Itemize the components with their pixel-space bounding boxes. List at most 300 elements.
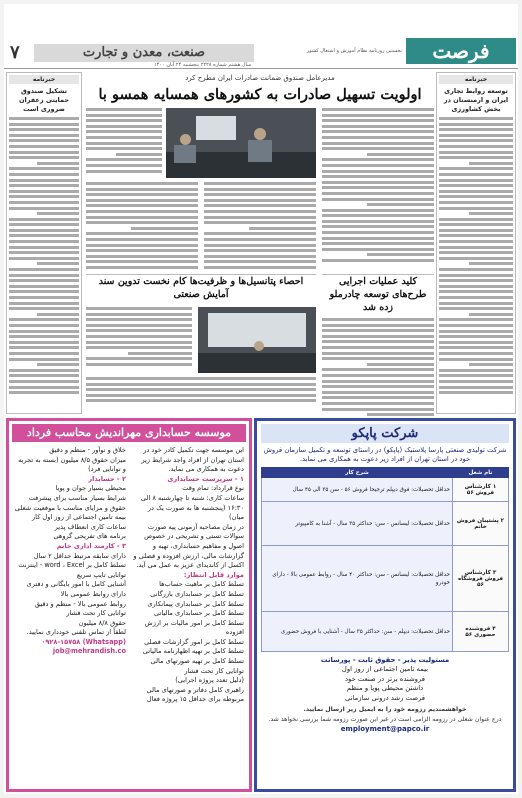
text-line	[439, 134, 513, 137]
ad-email[interactable]: employment@papco.ir	[340, 725, 430, 734]
text-line	[439, 257, 513, 260]
job-requirements: حداقل تحصیلات: دیپلم - سن: حداکثر ۳۵ سال - آشنایی با فروش حضوری	[262, 612, 453, 652]
text-line	[86, 142, 162, 145]
text-line	[439, 386, 513, 389]
ad-line: توانایی تایپ سریع	[76, 570, 126, 579]
issue-line: سال هشتم شماره ۲۲۲۸ پنجشنبه ۲۴ آبان ۱۴۰۰	[154, 62, 252, 68]
text-line	[9, 240, 79, 243]
ad-column-left	[14, 446, 126, 778]
text-line	[9, 234, 79, 237]
text-line	[439, 190, 513, 193]
text-line	[249, 227, 316, 230]
text-line	[367, 203, 434, 206]
text-line	[86, 318, 192, 321]
ad-note: لطفاً از تماس تلفنی خودداری نمایید.	[26, 628, 126, 637]
text-line	[204, 210, 316, 213]
logo-subtitle: نخستین روزنامه نظام آموزش و اشتغال کشور	[306, 48, 402, 54]
text-line	[439, 179, 513, 182]
text-line	[204, 238, 316, 241]
text-line	[9, 391, 79, 394]
text-line	[9, 369, 79, 372]
text-line	[86, 383, 316, 386]
newspaper-page	[4, 4, 518, 794]
text-line	[204, 216, 316, 219]
text-line	[439, 207, 513, 210]
body-text	[86, 307, 192, 369]
chadormalu-story	[322, 274, 434, 408]
text-line	[367, 153, 434, 156]
text-line	[9, 386, 79, 389]
body-text	[86, 377, 316, 405]
main-story	[86, 72, 434, 408]
text-line	[322, 192, 434, 195]
text-line	[86, 158, 162, 161]
ad-line: این موسسه جهت تکمیل کادر خود در استان تهران از افراد واجد شرایط زیر دعوت به همکاری می نماید.	[141, 446, 244, 474]
text-line	[439, 223, 513, 226]
text-line	[9, 380, 79, 383]
text-line	[322, 368, 434, 371]
story-body	[86, 108, 434, 408]
text-line	[9, 274, 79, 277]
text-line	[439, 173, 513, 176]
benefit-item: فروشنده برتر در صنعت خود	[345, 674, 425, 683]
ad-line: دارای سابقه مرتبط حداقل ۲ سال	[33, 551, 126, 560]
story-text-column	[322, 108, 434, 265]
ad-line: تسلط کامل بر ماهیت حساب‌ها	[159, 580, 244, 589]
text-line	[86, 182, 198, 185]
text-line	[322, 391, 434, 394]
newspaper-logo[interactable]: فرصت	[406, 38, 516, 64]
page-number: ۷	[10, 42, 20, 63]
text-line	[322, 198, 434, 201]
text-line	[439, 290, 513, 293]
text-line	[322, 340, 434, 343]
text-line	[9, 257, 79, 260]
text-line	[116, 153, 162, 156]
text-line	[439, 352, 513, 355]
text-line	[322, 181, 434, 184]
table-row	[262, 478, 509, 502]
text-line	[9, 139, 79, 142]
text-line	[322, 231, 434, 234]
job-title: ۲ پشتیبان فروش خانم	[453, 502, 509, 546]
text-line	[439, 268, 513, 271]
ad-line: ۱ - سرپرست حسابداری	[167, 474, 244, 483]
video-conference-photo	[198, 307, 316, 373]
text-line	[86, 164, 162, 167]
text-line	[9, 184, 79, 187]
header-rule	[4, 68, 518, 69]
text-line	[322, 220, 434, 223]
text-line	[86, 341, 192, 344]
text-line	[86, 388, 316, 391]
story-title[interactable]: کلید عملیات اجرایی طرح‌های توسعه چادرملو زده شد	[329, 276, 427, 313]
text-line	[439, 324, 513, 327]
text-line	[86, 199, 198, 202]
page-header	[4, 4, 518, 66]
text-line	[322, 147, 434, 150]
text-line	[439, 380, 513, 383]
meeting-photo	[166, 108, 316, 178]
text-line	[9, 207, 79, 210]
text-line	[86, 108, 162, 111]
text-line	[469, 363, 513, 366]
text-line	[204, 244, 316, 247]
table-header-req: شرح کار	[262, 468, 453, 478]
text-line	[204, 249, 316, 252]
text-line	[204, 255, 316, 258]
text-line	[322, 380, 434, 383]
ad-line: موارد قابل انتظار:	[183, 570, 244, 579]
body-text	[439, 117, 513, 394]
text-line	[322, 108, 434, 111]
text-line	[322, 318, 434, 321]
text-line	[86, 335, 192, 338]
text-line	[439, 145, 513, 148]
text-line	[9, 296, 79, 299]
story-title[interactable]: احصاء پتانسیل‌ها و ظرفیت‌ها کام نخست تدوین سند آمایش صنعتی	[98, 276, 304, 300]
text-line	[322, 114, 434, 117]
text-line	[439, 117, 513, 120]
text-line	[204, 204, 316, 207]
text-line	[322, 346, 434, 349]
text-line	[439, 229, 513, 232]
text-line	[204, 232, 316, 235]
section-title: صنعت، معدن و تجارت	[34, 44, 254, 62]
ad-line: برنامه های تفریحی گروهی	[53, 532, 126, 541]
text-line	[439, 285, 513, 288]
ad-title[interactable]: شرکت پاپکو	[261, 424, 509, 443]
text-line	[9, 145, 79, 148]
text-line	[86, 266, 198, 269]
ad-line: ۳ - کارمند اداری خانم	[56, 541, 126, 550]
text-line	[322, 237, 434, 240]
body-text	[322, 318, 434, 433]
text-line	[322, 248, 434, 251]
ad-line: ۲ - حسابدار	[88, 474, 126, 483]
text-line	[322, 352, 434, 355]
text-line	[9, 290, 79, 293]
ad-line: راهبری کامل دفاتر و صورتهای مالی	[146, 685, 244, 694]
ad-column-right	[132, 446, 244, 778]
text-line	[322, 136, 434, 139]
text-line	[9, 117, 79, 120]
text-line	[9, 190, 79, 193]
text-line	[9, 251, 79, 254]
ad-line: آشنایی کامل با امور بایگانی و دفتری	[26, 580, 126, 589]
ad-line: شرایط بسیار مناسب برای پیشرفت	[28, 493, 126, 502]
story-text-column	[86, 108, 162, 175]
story-text-column	[86, 182, 198, 272]
ad-line: حقوق و مزایای مناسب با موقعیت شغلی	[14, 503, 126, 512]
text-line	[37, 262, 79, 265]
text-line	[86, 329, 192, 332]
table-row	[262, 546, 509, 612]
column-tag: خبرنامه	[9, 75, 79, 84]
accounting-job-ad	[6, 418, 252, 792]
column-tag: خبرنامه	[439, 75, 513, 84]
text-line	[439, 302, 513, 305]
text-line	[439, 374, 513, 377]
text-line	[322, 357, 434, 360]
text-line	[86, 147, 162, 150]
text-line	[9, 134, 79, 137]
ad-line: نوع قرارداد: تمام وقت	[182, 484, 244, 493]
text-line	[86, 136, 162, 139]
text-line	[439, 218, 513, 221]
benefit-item: داشتن محیطی پویا و منظم	[346, 684, 424, 693]
benefit-item: مستولیت پذیر - حقوق ثابت - پورسانت	[320, 656, 450, 664]
text-line	[322, 385, 434, 388]
ad-line: بیمه تامین اجتماعی از روز اول کار	[32, 513, 126, 522]
ad-line: تسلط کامل بر word ، Excel - اینترنت	[18, 561, 126, 570]
text-line	[86, 377, 316, 380]
ad-line: مربوطه برای حداقل ۱۵ پروژه فعال	[146, 695, 244, 704]
ad-line: توانایی کار تحت فشار	[184, 666, 244, 675]
ad-line: (دلیل تعدد پروژه اجرایی)	[175, 676, 244, 685]
text-line	[86, 357, 192, 360]
text-line	[86, 363, 192, 366]
table-row	[262, 612, 509, 652]
text-line	[439, 251, 513, 254]
text-line	[367, 363, 434, 366]
papco-job-ad	[254, 418, 516, 792]
text-line	[322, 125, 434, 128]
text-line	[439, 167, 513, 170]
ad-line: تسلط کامل بر امور مالیات بر ارزش افزوده	[144, 618, 244, 637]
text-line	[322, 130, 434, 133]
text-line	[439, 391, 513, 394]
text-line	[322, 329, 434, 332]
text-line	[9, 218, 79, 221]
body-text	[9, 117, 79, 394]
text-line	[322, 408, 434, 411]
text-line	[86, 221, 198, 224]
text-line	[9, 330, 79, 333]
text-line	[86, 216, 198, 219]
text-line	[439, 184, 513, 187]
job-title: ۳ کارشناس فروش فروشگاه ۵۶	[453, 546, 509, 612]
job-requirements: حداقل تحصیلات: لیسانس - سن: حداکثر ۳۵ سال - آشنا به کامپیوتر	[262, 502, 453, 546]
text-line	[86, 346, 192, 349]
text-line	[439, 139, 513, 142]
ad-line: ساعات کاری: شنبه تا چهارشنبه ۸ الی ۱۶:۳۰ (پنجشنبه ها به صورت یک در میان)	[140, 493, 244, 522]
text-line	[86, 238, 198, 241]
ad-line: تسلط کامل بر حسابداری پیمانکاری	[147, 599, 244, 608]
text-line	[439, 195, 513, 198]
table-row	[262, 502, 509, 546]
ad-line: ساعات کاری انعطاف پذیر	[54, 522, 126, 531]
text-line	[439, 156, 513, 159]
text-line	[469, 212, 513, 215]
ad-line: تسلط کامل بر حسابداری بازرگانی	[150, 589, 244, 598]
text-line	[9, 302, 79, 305]
text-line	[322, 259, 434, 262]
text-line	[322, 119, 434, 122]
benefit-item: بیمه تامین اجتماعی از روز اول	[341, 665, 429, 674]
text-line	[322, 324, 434, 327]
text-line	[9, 346, 79, 349]
text-line	[86, 307, 192, 310]
text-line	[9, 285, 79, 288]
text-line	[9, 156, 79, 159]
industrial-plan-story	[86, 274, 316, 408]
job-title: ۴ فروشنده حضوری ۵۶	[453, 612, 509, 652]
ad-intro: شرکت تولیدی صنعتی پارسا پلاستیک (پاپکو) در راستای توسعه و تکمیل سازمان فروش خود در استان تهران از افراد زیر دعوت به همکاری می نماید.	[263, 446, 507, 463]
ad-line: تسلط کامل بر امور گزارشات فصلی	[144, 637, 244, 646]
text-line	[204, 266, 316, 269]
table-header-title: نام شغل	[453, 468, 509, 478]
text-line	[322, 170, 434, 173]
text-line	[9, 151, 79, 154]
text-line	[322, 209, 434, 212]
text-line	[9, 352, 79, 355]
text-line	[322, 175, 434, 178]
ad-line: تسلط کامل بر حسابداری مالیاتی	[153, 609, 244, 618]
text-line	[9, 307, 79, 310]
text-line	[367, 253, 434, 256]
text-line	[469, 262, 513, 265]
text-line	[322, 225, 434, 228]
text-line	[469, 313, 513, 316]
text-line	[86, 119, 162, 122]
text-line	[86, 130, 162, 133]
text-line	[322, 402, 434, 405]
ad-line: دارای روابط عمومی بالا	[60, 589, 126, 598]
text-line	[9, 341, 79, 344]
text-line	[86, 399, 316, 402]
text-line	[131, 227, 198, 230]
ad-line: خلاق و نوآور - منظم و دقیق	[49, 446, 126, 454]
story-text-column	[204, 182, 316, 272]
ad-line: تسلط کامل بر تهیه صورتهای مالی	[150, 657, 244, 666]
ad-line: توانایی کار تحت فشار	[66, 609, 126, 618]
text-line	[9, 173, 79, 176]
right-news-column	[436, 72, 516, 414]
text-line	[469, 162, 513, 165]
text-line	[322, 158, 434, 161]
ad-line: در زمان مصاحبه آزمونی پیه صورت سوالات تستی و تشریحی در خصوص اصول و مفاهیم حسابداری، تهیه و گزارشات مالی، ارزش افزوده و فصلی و اکسل از کاندیدای عزیز به عمل می آید.	[133, 522, 244, 570]
text-line	[128, 352, 192, 355]
column-title[interactable]: توسعه روابط تجاری ایران و ارمنستان در بخش کشاورزی	[443, 87, 509, 113]
text-line	[37, 363, 79, 366]
job-requirements: حداقل تحصیلات: لیسانس - سن: حداکثر ۴۰ سال - روابط عمومی بالا - دارای خودرو	[262, 546, 453, 612]
text-line	[204, 221, 316, 224]
text-line	[9, 246, 79, 249]
text-line	[86, 232, 198, 235]
text-line	[322, 142, 434, 145]
text-line	[439, 318, 513, 321]
left-news-column	[6, 72, 82, 414]
ad-note: خواهشمندیم رزومه خود را به ایمیل زیر ارسال نمایید.	[303, 706, 467, 714]
text-line	[86, 324, 192, 327]
text-line	[9, 167, 79, 170]
text-line	[9, 123, 79, 126]
text-line	[322, 164, 434, 167]
text-line	[439, 307, 513, 310]
text-line	[37, 313, 79, 316]
text-line	[322, 335, 434, 338]
benefit-item: فرصت رشد درونی سازمانی	[345, 693, 425, 702]
ad-line: روابط عمومی بالا - منظم و دقیق	[34, 599, 126, 608]
text-line	[9, 268, 79, 271]
ad-line: محیطی بسیار جوان و پویا	[55, 484, 126, 493]
ad-email[interactable]: job@mehrandish.co	[52, 647, 126, 656]
job-title: ۱ کارشناس فروش ۵۶	[453, 478, 509, 502]
text-line	[37, 162, 79, 165]
text-line	[439, 240, 513, 243]
column-title[interactable]: تشکیل صندوق حمایتی زعفران ضروری است	[18, 87, 70, 113]
text-line	[322, 242, 434, 245]
text-line	[204, 188, 316, 191]
text-line	[204, 260, 316, 263]
benefits-list	[261, 656, 509, 703]
text-line	[86, 193, 198, 196]
text-line	[439, 123, 513, 126]
text-line	[439, 274, 513, 277]
text-line	[9, 358, 79, 361]
job-requirements: حداقل تحصیلات: فوق دیپلم ترجیحا فروش ۵۶ - سن ۳۵ الی ۴۵ سال	[262, 478, 453, 502]
text-line	[439, 246, 513, 249]
text-line	[86, 313, 192, 316]
text-line	[439, 330, 513, 333]
text-line	[439, 279, 513, 282]
text-line	[439, 358, 513, 361]
text-line	[86, 260, 198, 263]
text-line	[9, 201, 79, 204]
text-line	[322, 374, 434, 377]
text-line	[439, 346, 513, 349]
text-line	[439, 341, 513, 344]
text-line	[439, 151, 513, 154]
ad-line: حقوق ۸/۸ میلیون	[78, 618, 126, 627]
text-line	[9, 279, 79, 282]
text-line	[86, 244, 198, 247]
text-line	[86, 394, 316, 397]
text-line	[86, 204, 198, 207]
ad-title[interactable]: موسسه حسابداری مهراندیش محاسب فرداد	[12, 424, 246, 442]
story-headline[interactable]: اولویت تسهیل صادرات به کشورهای همسایه همسو با	[98, 86, 422, 103]
text-line	[439, 369, 513, 372]
ad-phone[interactable]: ۰۹۲۸-۱۵۷۵۸ (Whatsapp)	[41, 637, 126, 646]
text-line	[86, 125, 162, 128]
text-line	[439, 128, 513, 131]
text-line	[204, 199, 316, 202]
story-kicker: مدیرعامل صندوق ضمانت صادرات ایران مطرح کرد	[185, 74, 335, 82]
ad-line: تسلط کامل بر تهیه اظهارنامه مالیاتی	[142, 647, 244, 656]
text-line	[439, 234, 513, 237]
text-line	[367, 413, 434, 416]
text-line	[9, 324, 79, 327]
text-line	[439, 335, 513, 338]
text-line	[9, 223, 79, 226]
text-line	[86, 170, 162, 173]
text-line	[9, 335, 79, 338]
text-line	[9, 318, 79, 321]
text-line	[439, 296, 513, 299]
text-line	[9, 229, 79, 232]
text-line	[9, 179, 79, 182]
text-line	[86, 255, 198, 258]
ad-note-2: درج عنوان شغلی در رزومه الزامی است در غیر این صورت رزومه شما بررسی نخواهد شد.	[268, 716, 502, 724]
text-line	[86, 114, 162, 117]
text-line	[37, 212, 79, 215]
text-line	[86, 210, 198, 213]
ad-line: میزان حقوق ۸/۵ میلیون (بسته به تجربه و توانایی فرد)	[18, 455, 126, 474]
text-line	[9, 195, 79, 198]
text-line	[439, 201, 513, 204]
text-line	[204, 182, 316, 185]
